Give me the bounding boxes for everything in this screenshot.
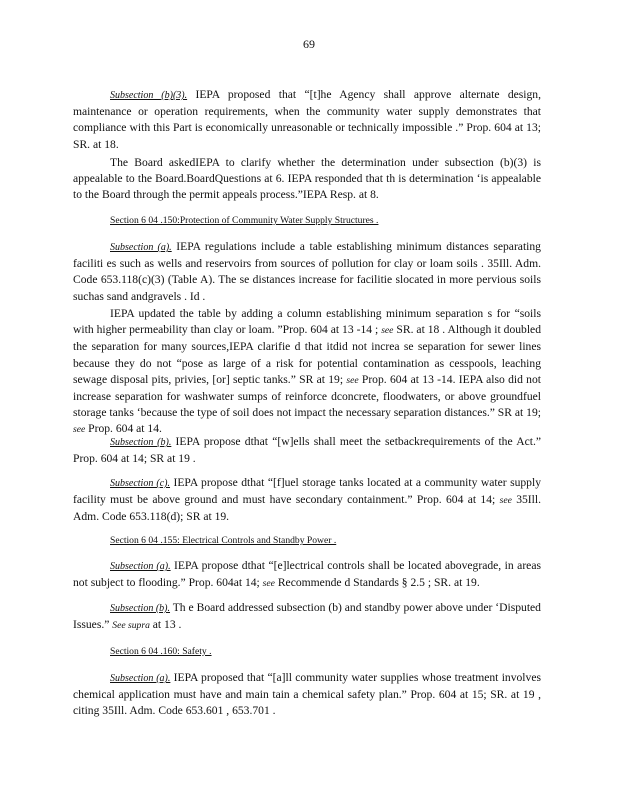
paragraph-text: IEPA propose dthat “[w]ells shall meet the setbackrequirements of the Act.” Prop. 604 at 14; SR at 19 .: [73, 435, 541, 466]
citation-signal: see: [73, 424, 86, 436]
citation-signal: see: [346, 374, 359, 386]
section-heading-155: Section 6 04 .155: Electrical Controls and Standby Power .: [110, 535, 337, 546]
citation-signal: see: [381, 325, 394, 337]
citation-signal: see: [499, 495, 512, 507]
subsection-heading: Subsection (b)(3).: [110, 90, 188, 101]
paragraph-text: IEPA regulations include a table establishing minimum distances separating faciliti es such as wells and reservoirs from sources of pollution for clay or loam soils . 35Ill. Adm. Code 653.118(c)(3) (Table A). The se distances increase for facilitie slocated in more pervious soils suchas sand andgravels . Id .: [73, 240, 541, 303]
paragraph-text: Prop. 604 at 14.: [85, 422, 162, 436]
paragraph-text: IEPA proposed that “[t]he Agency shall approve alternate design, maintenance or operation requirements, when the community water supply demonstrates that compliance with this Part is economically unreasonable or technically impossible .” Prop. 604 at 13; SR. at 18.: [73, 88, 541, 151]
paragraph-155-subsection-a: [73, 558, 541, 592]
paragraph-150-subsection-b: [73, 434, 541, 467]
paragraph-text: The Board askedIEPA to clarify whether the determination under subsection (b)(3) is appealable to the Board.BoardQuestions at 6. IEPA responded that th is determination ‘is appealable to the Board through the permit appeals process.”IEPA Resp. at 8.: [73, 156, 541, 202]
paragraph-board-question: [73, 155, 541, 204]
subsection-heading: Subsection (c).: [110, 478, 171, 489]
subsection-heading: Subsection (a).: [110, 242, 172, 253]
paragraph-text: IEPA propose dthat “[f]uel storage tanks located at a community water supply facility must be above ground and must have secondary containment.” Prop. 604 at 14;: [73, 476, 541, 507]
paragraph-150-subsection-a: [73, 239, 541, 305]
paragraph-150-subsection-c: [73, 475, 541, 526]
subsection-heading: Subsection (a).: [110, 561, 171, 572]
paragraph-text: IEPA propose dthat “[e]lectrical controls shall be located abovegrade, in areas not subject to flooding.” Prop. 604at 14;: [73, 559, 541, 590]
paragraph-160-subsection-a: [73, 670, 541, 720]
page-number: 69: [303, 37, 315, 51]
paragraph-text: Prop. 604 at 13 -14. IEPA also did not increase separation for washwater sumps of reinforce dconcrete, floodwaters, or above groundfuel storage tanks ‘because the type of soil does not impact the necessary separation distances.” SR at 19;: [73, 372, 541, 420]
paragraph-text: IEPA proposed that “[a]ll community water supplies whose treatment involves chemical application must have and main tain a chemical safety plan.” Prop. 604 at 15; SR. at 19 , citing 35Ill. Adm. Code 653.601 , 653.701 .: [73, 671, 541, 718]
paragraph-subsection-b3: [73, 87, 541, 153]
paragraph-text: SR. at 18 . Although it doubled the separation for many sources,IEPA clarifie d that itdid not increa se separation for sewer lines because they do not “pose as large of a risk for potential contamination as cesspools, leaching sewage disposal pits, privies, [or] septic tanks.” SR at 19;: [73, 323, 541, 386]
paragraph-155-subsection-b: [73, 600, 541, 634]
subsection-heading: Subsection (b).: [110, 603, 171, 614]
paragraph-text: at 13 .: [149, 618, 182, 632]
paragraph-text: 35Ill. Adm. Code 653.118(d); SR at 19.: [73, 493, 542, 524]
paragraph-text: IEPA updated the table by adding a column establishing minimum separation s for “soils with higher permeability than clay or loam. ”Prop. 604 at 13 -14 ;: [73, 307, 541, 337]
section-heading-150: Section 6 04 .150:Protection of Community Water Supply Structures .: [110, 215, 379, 226]
section-heading-160: Section 6 04 .160: Safety .: [110, 646, 212, 657]
paragraph-text: Recommende d Standards § 2.5 ; SR. at 19.: [274, 576, 480, 590]
citation-signal: see: [262, 578, 275, 590]
subsection-heading: Subsection (b).: [110, 437, 172, 448]
subsection-heading: Subsection (a).: [110, 673, 171, 684]
paragraph-text: Th e Board addressed subsection (b) and standby power above under ‘Disputed Issues.”: [73, 601, 541, 632]
paragraph-separation-table: [73, 306, 541, 439]
citation-signal: See supra: [112, 620, 150, 632]
